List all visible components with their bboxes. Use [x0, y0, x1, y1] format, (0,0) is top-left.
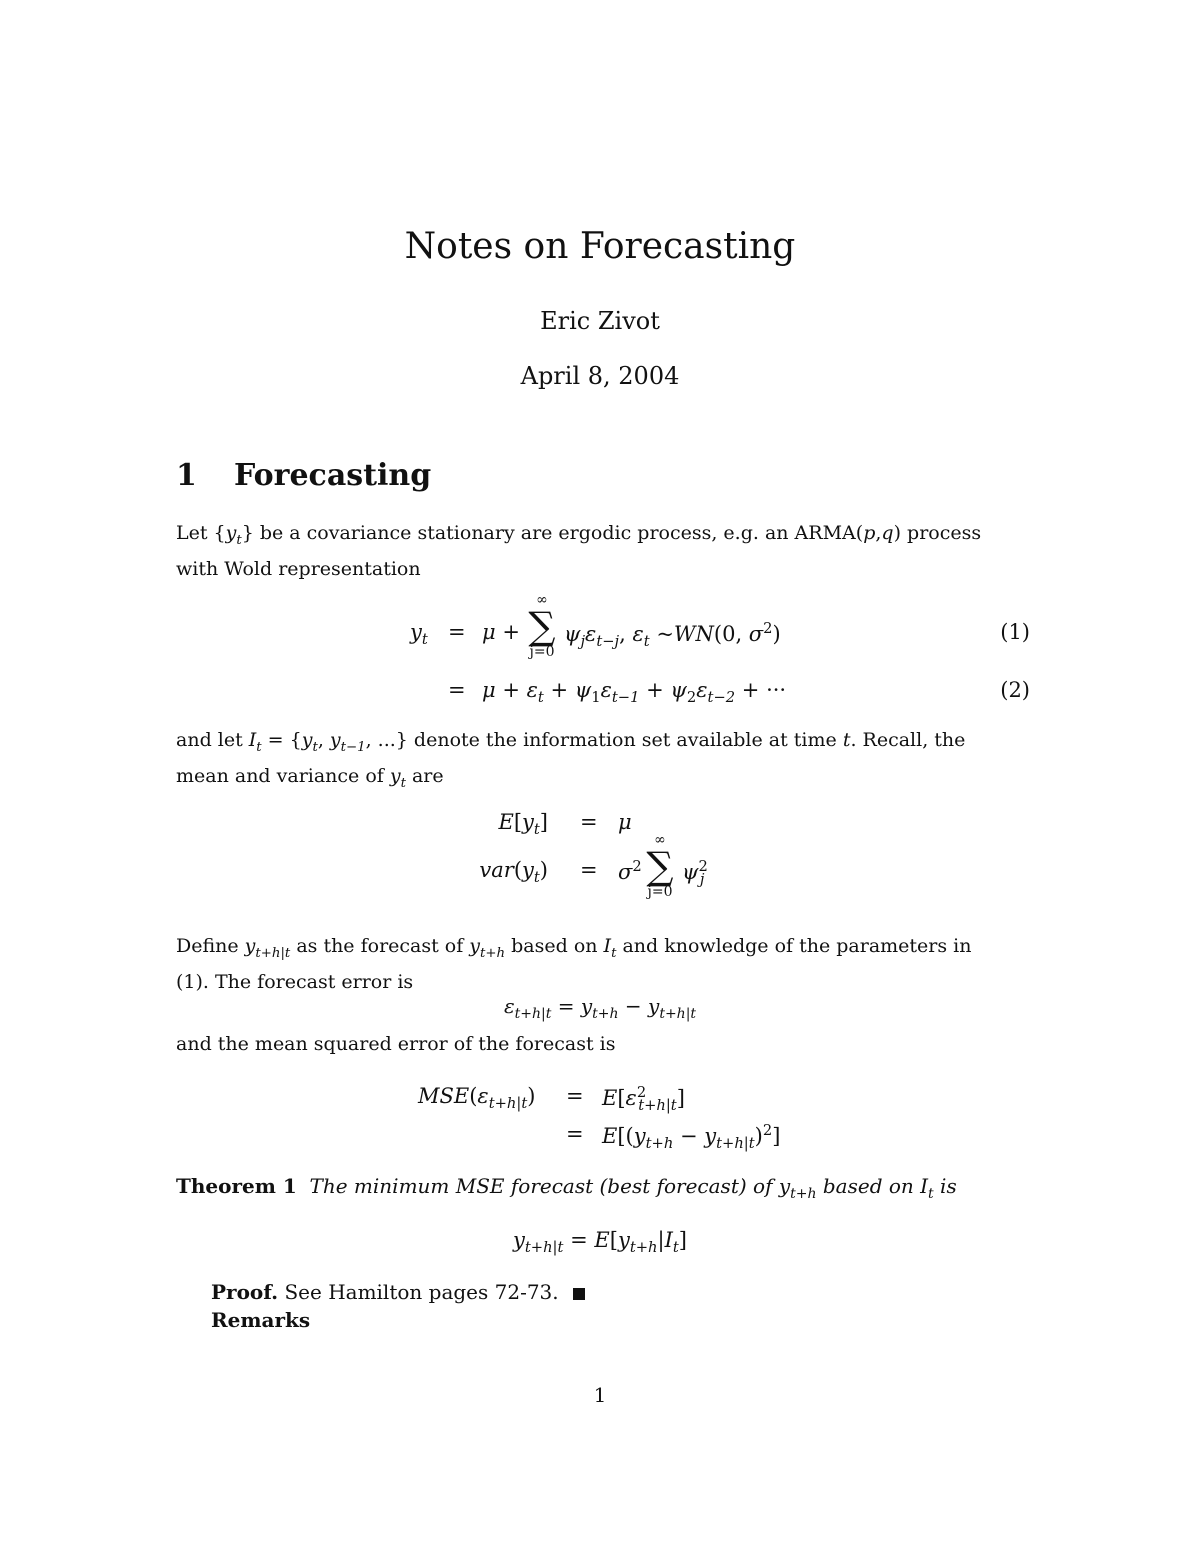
equation-wold	[410, 592, 1030, 712]
summation: ∞ ∑ j=0	[528, 592, 556, 660]
equation-mse: $MSE(\varepsilon_{t+h|t})$ = $E[\varepsilon^2_{t+h|t}]$ = $E[(y_{t+h} - y_{t+h|t})^2]$	[418, 1084, 781, 1153]
summation: ∞ ∑ j=0	[646, 832, 674, 900]
eq-rhs-2: $\psi_j\varepsilon_{t-j}$, $\varepsilon_t$ ~WN(0, $\sigma^2$)	[564, 620, 781, 651]
date: April 8, 2004	[520, 362, 680, 390]
paragraph-mse: and the mean squared error of the forecast is	[176, 1033, 616, 1055]
equation-forecast-error: $\varepsilon_{t+h|t} = y_{t+h} - y_{t+h|t}$	[503, 994, 697, 1022]
qed-icon	[573, 1288, 585, 1300]
paragraph-information-set: and let $I_t = \{y_t$, $y_{t-1}$, ...} denote the information set available at time t. Recall, the mean and variance of $y_t$ are	[176, 729, 966, 791]
eq-sign: =	[448, 678, 466, 702]
math-inline: $I_t = \{y_t$, $y_{t-1}$, ...}	[248, 729, 408, 755]
paragraph-define-forecast: Define $y_{t+h|t}$ as the forecast of $y_{t+h}$ based on $I_t$ and knowledge of the parameters in (1). The forecast error is	[176, 935, 972, 993]
section-number: 1	[176, 458, 197, 493]
paragraph-intro: Let $\{y_t\}$ be a covariance stationary are ergodic process, e.g. an ARMA(p,q) process with Wold representation	[176, 522, 982, 580]
eq-lhs: $y_t$	[410, 620, 428, 649]
eq-rhs-line2: $\mu + \varepsilon_t + \psi_1\varepsilon_{t-1} + \psi_2\varepsilon_{t-2}$ + ···	[482, 678, 787, 707]
equation-number-2: (2)	[1000, 678, 1030, 702]
equation-moments: $E[y_t]$ = μ $var(y_t)$ = $\sigma^2$ ∞ ∑ j=0 $\psi^2_j$	[479, 810, 708, 900]
proof: Proof. See Hamilton pages 72-73.	[211, 1280, 585, 1304]
theorem-label: Theorem 1	[176, 1174, 297, 1198]
math-inline: $\{y_t\}$	[213, 522, 254, 548]
math-inline: (p,q)	[855, 522, 901, 544]
equation-number-1: (1)	[1000, 620, 1030, 644]
equation-best-forecast: $y_{t+h|t} = E[y_{t+h}|I_t]$	[513, 1228, 687, 1257]
page-number: 1	[593, 1383, 607, 1407]
theorem: Theorem 1 The minimum MSE forecast (best forecast) of $y_{t+h}$ based on $I_t$ is	[176, 1174, 957, 1202]
author: Eric Zivot	[540, 307, 660, 335]
eq-sign: =	[448, 620, 466, 644]
proof-label: Proof.	[211, 1280, 279, 1304]
remarks-heading: Remarks	[211, 1308, 311, 1332]
page-title: Notes on Forecasting	[404, 226, 796, 267]
section-title: Forecasting	[234, 458, 432, 493]
eq-rhs-1: μ +	[482, 620, 520, 644]
section-heading	[176, 458, 431, 493]
